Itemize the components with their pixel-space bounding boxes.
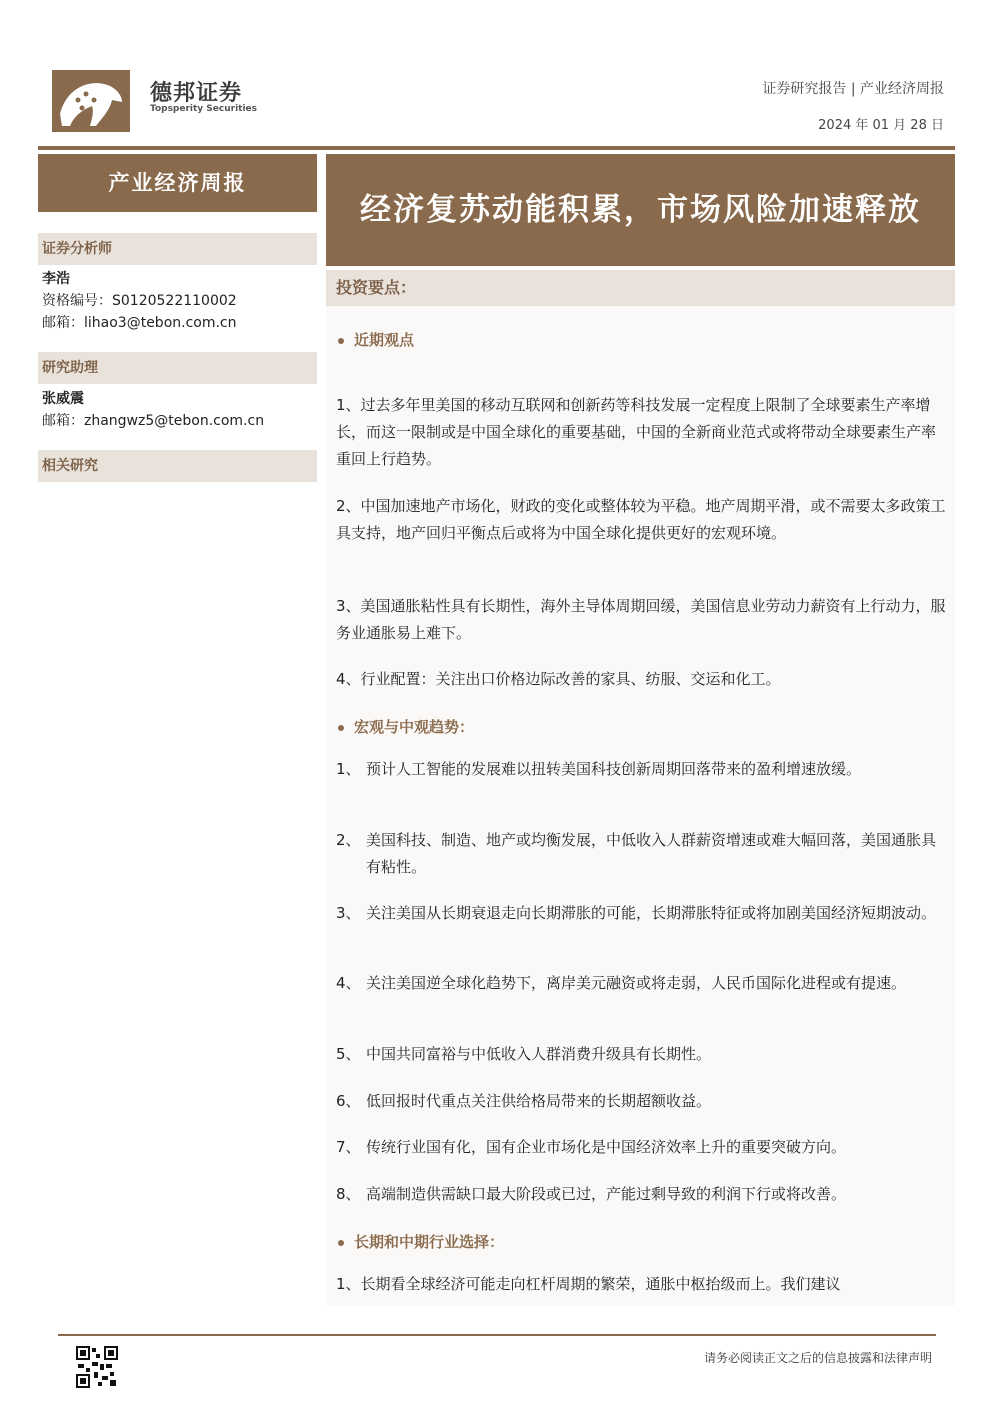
disclaimer-note: 请务必阅读正文之后的信息披露和法律声明 [703, 1351, 932, 1365]
macro-list-item [336, 1088, 946, 1115]
macro-list-item [336, 827, 946, 881]
analyst-heading: 证券分析师 [38, 233, 317, 265]
analyst-certificate: 资格编号：S0120522110002 [42, 293, 237, 309]
report-date: 2024 年 01 月 28 日 [818, 118, 944, 133]
recent-view-paragraph: 2、中国加速地产市场化，财政的变化或整体较为平稳。地产周期平滑，或不需要太多政策工具支持，地产回归平衡点后或将为中国全球化提供更好的宏观环境。 [336, 497, 946, 542]
bullet-dot [338, 725, 344, 731]
macro-list-item [336, 756, 946, 783]
item-number: 6、 [336, 1092, 361, 1110]
item-number: 4、 [336, 974, 361, 992]
analyst-name: 李浩 [42, 271, 70, 287]
related-research-heading: 相关研究 [38, 450, 317, 482]
macro-trends-label: 宏观与中观趋势： [354, 718, 475, 736]
item-number: 5、 [336, 1045, 361, 1063]
sidebar-banner: 产业经济周报 [38, 154, 317, 212]
item-number: 7、 [336, 1138, 361, 1156]
recent-view-paragraph: 1、过去多年里美国的移动互联网和创新药等科技发展一定程度上限制了全球要素生产率增长，而这一限制或是中国全球化的重要基础，中国的全新商业范式或将带动全球要素生产率重回上行趋势。 [336, 396, 937, 468]
item-number: 2、 [336, 831, 361, 849]
assistant-email[interactable]: 邮箱：zhangwz5@tebon.com.cn [42, 413, 265, 429]
macro-list-item [336, 900, 946, 927]
macro-list-item [336, 970, 946, 997]
item-text: 中国共同富裕与中低收入人群消费升级具有长期性。 [366, 1045, 712, 1063]
item-number: 8、 [336, 1185, 361, 1203]
macro-list-item [336, 1134, 946, 1161]
assistant-heading: 研究助理 [38, 352, 317, 384]
report-title: 经济复苏动能积累，市场风险加速释放 [326, 154, 955, 266]
bullet-dot [338, 1240, 344, 1246]
item-number: 3、 [336, 904, 361, 922]
item-text: 低回报时代重点关注供给格局带来的长期超额收益。 [366, 1092, 712, 1110]
recent-views-label: 近期观点 [354, 331, 415, 349]
key-points-heading: 投资要点： [326, 270, 955, 306]
report-type: 证券研究报告 | 产业经济周报 [762, 81, 944, 97]
brand-name-en: Topsperity Securities [150, 104, 257, 114]
header-divider [38, 146, 955, 150]
brand-name-cn: 德邦证券 [150, 81, 243, 106]
assistant-name: 张威震 [42, 391, 84, 407]
item-text: 预计人工智能的发展难以扭转美国科技创新周期回落带来的盈利增速放缓。 [366, 760, 862, 778]
analyst-email[interactable]: 邮箱：lihao3@tebon.com.cn [42, 315, 237, 331]
bullet-dot [338, 338, 344, 344]
recent-views-heading [338, 329, 414, 350]
footer-divider [58, 1334, 936, 1336]
item-text: 传统行业国有化，国有企业市场化是中国经济效率上升的重要突破方向。 [366, 1138, 847, 1156]
long-term-heading [338, 1231, 504, 1252]
item-text: 高端制造供需缺口最大阶段或已过，产能过剩导致的利润下行或将改善。 [366, 1185, 847, 1203]
recent-view-paragraph: 3、美国通胀粘性具有长期性，海外主导体周期回缓，美国信息业劳动力薪资有上行动力，服务业通胀易上难下。 [336, 597, 946, 642]
item-number: 1、 [336, 760, 361, 778]
qr-code-icon [76, 1346, 118, 1388]
recent-view-paragraph: 4、行业配置：关注出口价格边际改善的家具、纺服、交运和化工。 [336, 670, 781, 688]
macro-list-item [336, 1181, 946, 1208]
long-term-paragraph: 1、长期看全球经济可能走向杠杆周期的繁荣，通胀中枢抬级而上。我们建议 [336, 1275, 841, 1293]
item-text: 关注美国逆全球化趋势下，离岸美元融资或将走弱，人民币国际化进程或有提速。 [366, 974, 907, 992]
macro-list-item [336, 1041, 946, 1068]
macro-trends-heading [338, 716, 474, 737]
item-text: 关注美国从长期衰退走向长期滞胀的可能，长期滞胀特征或将加剧美国经济短期波动。 [366, 904, 937, 922]
company-logo [52, 70, 130, 132]
long-term-label: 长期和中期行业选择： [354, 1233, 505, 1251]
item-text: 美国科技、制造、地产或均衡发展，中低收入人群薪资增速或难大幅回落，美国通胀具有粘性。 [366, 831, 937, 876]
